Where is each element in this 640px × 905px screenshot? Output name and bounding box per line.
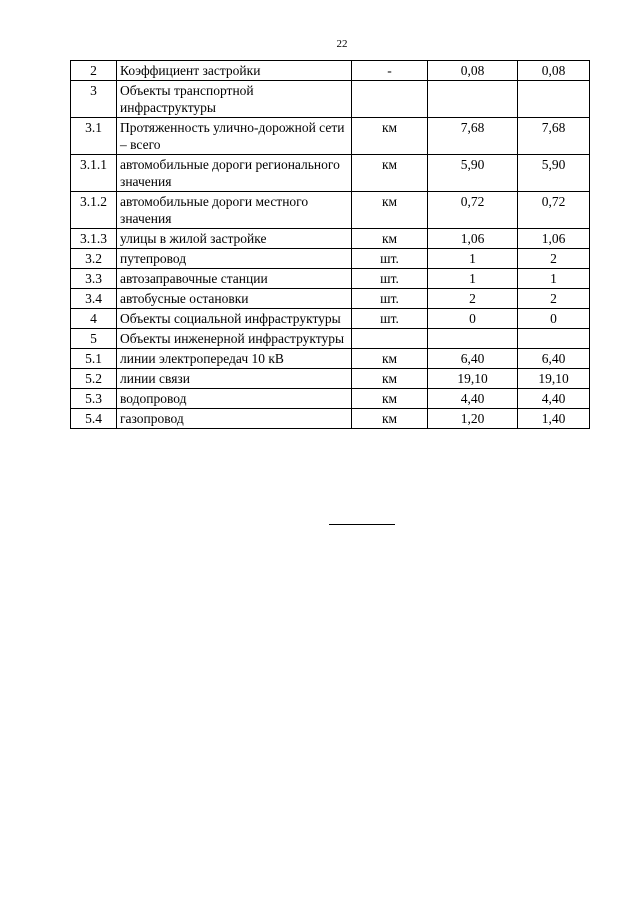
row-unit: - xyxy=(352,61,428,81)
table-row xyxy=(71,309,590,329)
row-value-2 xyxy=(518,81,590,118)
table-row xyxy=(71,155,590,192)
row-value-2: 1,40 xyxy=(518,409,590,429)
row-name: автомобильные дороги регионального значения xyxy=(117,155,352,192)
row-value-1: 0,72 xyxy=(428,192,518,229)
table-row xyxy=(71,61,590,81)
row-value-2 xyxy=(518,329,590,349)
row-value-1: 0,08 xyxy=(428,61,518,81)
row-name: Объекты транспортной инфраструктуры xyxy=(117,81,352,118)
row-number: 3.3 xyxy=(71,269,117,289)
row-unit: км xyxy=(352,192,428,229)
row-name: Объекты инженерной инфраструктуры xyxy=(117,329,352,349)
indicators-table xyxy=(70,60,590,429)
row-number: 5.4 xyxy=(71,409,117,429)
row-value-2: 6,40 xyxy=(518,349,590,369)
row-name: Объекты социальной инфраструктуры xyxy=(117,309,352,329)
page-number: 22 xyxy=(336,38,348,50)
row-number: 2 xyxy=(71,61,117,81)
row-unit: шт. xyxy=(352,249,428,269)
row-name: Коэффициент застройки xyxy=(117,61,352,81)
table-row xyxy=(71,329,590,349)
row-value-2: 4,40 xyxy=(518,389,590,409)
row-value-2: 2 xyxy=(518,289,590,309)
row-number: 3.1.2 xyxy=(71,192,117,229)
row-unit: км xyxy=(352,409,428,429)
table-body xyxy=(71,61,590,429)
row-value-1: 4,40 xyxy=(428,389,518,409)
row-unit: км xyxy=(352,229,428,249)
row-unit xyxy=(352,329,428,349)
row-number: 5.2 xyxy=(71,369,117,389)
row-name: путепровод xyxy=(117,249,352,269)
row-value-1: 1,20 xyxy=(428,409,518,429)
row-name: автобусные остановки xyxy=(117,289,352,309)
row-number: 3.1.3 xyxy=(71,229,117,249)
row-unit: км xyxy=(352,369,428,389)
row-number: 5.1 xyxy=(71,349,117,369)
row-unit: км xyxy=(352,118,428,155)
row-number: 5 xyxy=(71,329,117,349)
table-row xyxy=(71,118,590,155)
row-name: автомобильные дороги местного значения xyxy=(117,192,352,229)
row-unit: км xyxy=(352,349,428,369)
row-value-2: 0,08 xyxy=(518,61,590,81)
row-value-1 xyxy=(428,329,518,349)
row-value-1: 1 xyxy=(428,249,518,269)
table-row xyxy=(71,409,590,429)
end-of-document-line xyxy=(329,524,395,525)
table-row xyxy=(71,389,590,409)
row-unit: шт. xyxy=(352,269,428,289)
row-value-1: 1,06 xyxy=(428,229,518,249)
row-name: Протяженность улично-дорожной сети – всего xyxy=(117,118,352,155)
table-row xyxy=(71,269,590,289)
row-unit: шт. xyxy=(352,309,428,329)
row-number: 5.3 xyxy=(71,389,117,409)
row-name: линии электропередач 10 кВ xyxy=(117,349,352,369)
row-value-1: 5,90 xyxy=(428,155,518,192)
table-row xyxy=(71,349,590,369)
row-unit: шт. xyxy=(352,289,428,309)
table-row xyxy=(71,369,590,389)
row-value-2: 7,68 xyxy=(518,118,590,155)
row-value-2: 0,72 xyxy=(518,192,590,229)
row-unit: км xyxy=(352,389,428,409)
row-number: 3.1.1 xyxy=(71,155,117,192)
row-value-1: 19,10 xyxy=(428,369,518,389)
row-value-1: 2 xyxy=(428,289,518,309)
row-name: газопровод xyxy=(117,409,352,429)
row-number: 4 xyxy=(71,309,117,329)
row-value-2: 1,06 xyxy=(518,229,590,249)
row-number: 3.1 xyxy=(71,118,117,155)
row-value-1: 0 xyxy=(428,309,518,329)
table-row xyxy=(71,289,590,309)
row-name: линии связи xyxy=(117,369,352,389)
table-row xyxy=(71,229,590,249)
row-unit: км xyxy=(352,155,428,192)
row-value-1: 7,68 xyxy=(428,118,518,155)
row-number: 3.2 xyxy=(71,249,117,269)
row-value-2: 0 xyxy=(518,309,590,329)
row-value-1: 6,40 xyxy=(428,349,518,369)
row-name: водопровод xyxy=(117,389,352,409)
row-value-2: 1 xyxy=(518,269,590,289)
row-name: автозаправочные станции xyxy=(117,269,352,289)
row-value-2: 5,90 xyxy=(518,155,590,192)
row-name: улицы в жилой застройке xyxy=(117,229,352,249)
row-value-1 xyxy=(428,81,518,118)
row-value-2: 2 xyxy=(518,249,590,269)
table-row xyxy=(71,192,590,229)
row-value-1: 1 xyxy=(428,269,518,289)
row-value-2: 19,10 xyxy=(518,369,590,389)
row-unit xyxy=(352,81,428,118)
row-number: 3.4 xyxy=(71,289,117,309)
table-row xyxy=(71,81,590,118)
row-number: 3 xyxy=(71,81,117,118)
table-row xyxy=(71,249,590,269)
